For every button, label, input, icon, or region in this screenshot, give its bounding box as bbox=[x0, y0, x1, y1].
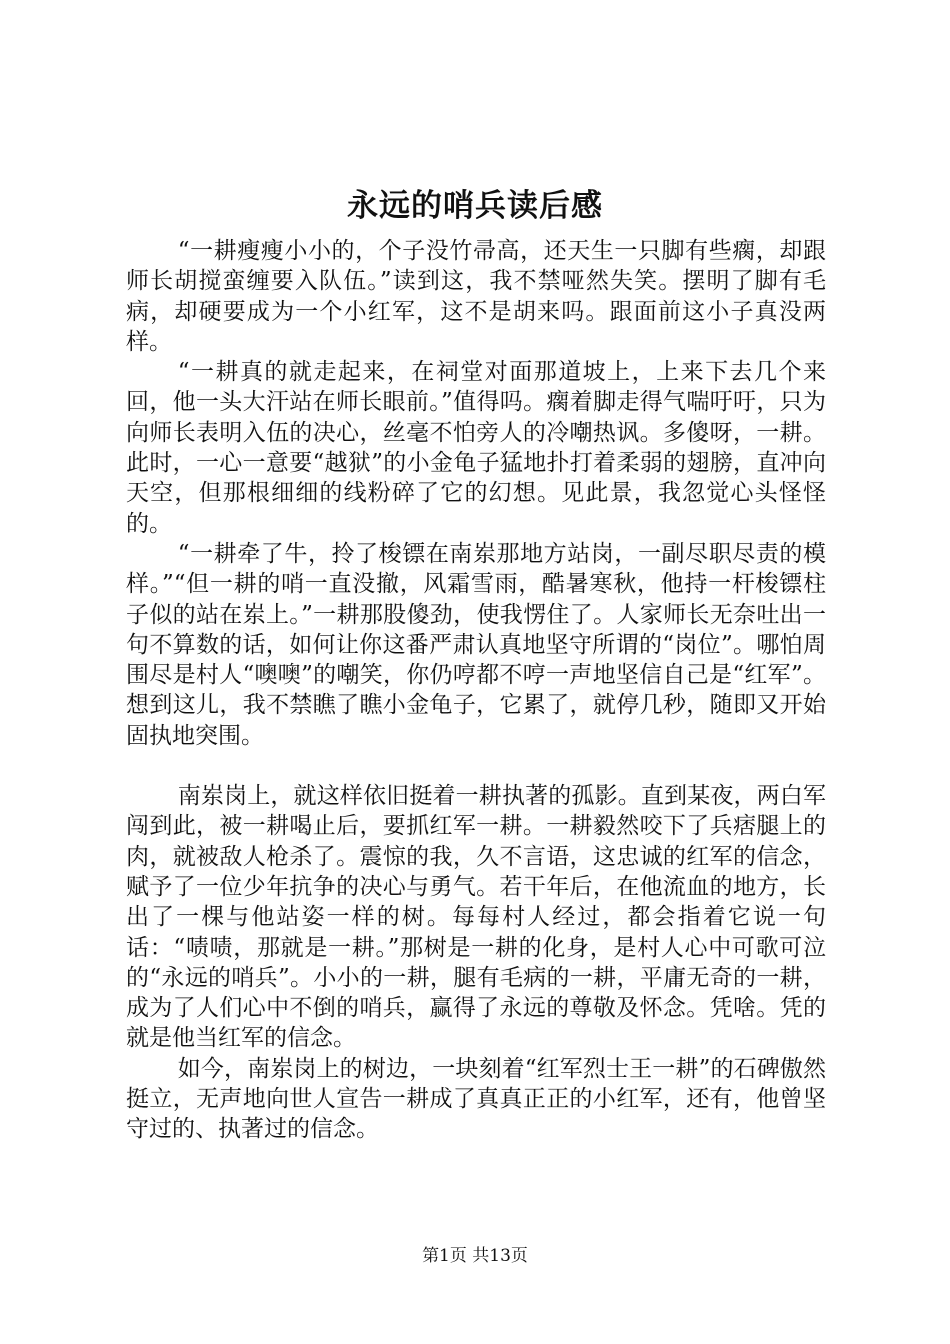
page-number-footer: 第1页 共13页 bbox=[422, 1246, 528, 1266]
paragraph-4: 南岽岗上，就这样依旧挺着一耕执著的孤影。直到某夜，两白军闯到此，被一耕喝止后，要抓红军一耕。一耕毅然咬下了兵痞腿上的肉，就被敌人枪杀了。震惊的我，久不言语，这忠诚的红军的信念，赋予了一位少年抗争的决心与勇气。若干年后，在他流血的地方，长出了一棵与他站姿一样的树。每每村人经过，都会指着它说一句话：“啧啧，那就是一耕。”那树是一耕的化身，是村人心中可歌可泣的“永远的哨兵”。小小的一耕，腿有毛病的一耕，平庸无奇的一耕，成为了人们心中不倒的哨兵，赢得了永远的尊敬及怀念。凭啥。凭的就是他当红军的信念。 bbox=[126, 783, 826, 1052]
document-title: 永远的哨兵读后感 bbox=[347, 188, 603, 224]
paragraph-3: “一耕牵了牛，拎了梭镖在南岽那地方站岗，一副尽职尽责的模样。”“但一耕的哨一直没撤，风霜雪雨，酷暑寒秋，他持一杆梭镖柱子似的站在岽上。”一耕那股傻劲，使我愣住了。人家师长无奈吐出一句不算数的话，如何让你这番严肃认真地坚守所谓的“岗位”。哪怕周围尽是村人“噢噢”的嘲笑，你仍哼都不哼一声地坚信自己是“红军”。想到这儿，我不禁瞧了瞧小金龟子，它累了，就停几秒，随即又开始固执地突围。 bbox=[126, 540, 826, 749]
document-body bbox=[126, 236, 826, 1145]
paragraph-2: “一耕真的就走起来，在祠堂对面那道坡上，上来下去几个来回，他一头大汗站在师长眼前。”值得吗。瘸着脚走得气喘吁吁，只为向师长表明入伍的决心，丝毫不怕旁人的冷嘲热讽。多傻呀，一耕。此时，一心一意要“越狱”的小金龟子猛地扑打着柔弱的翅膀，直冲向天空，但那根细细的线粉碎了它的幻想。见此景，我忽觉心头怪怪的。 bbox=[126, 359, 826, 537]
paragraph-5: 如今，南岽岗上的树边，一块刻着“红军烈士王一耕”的石碑傲然挺立，无声地向世人宣告一耕成了真真正正的小红军，还有，他曾坚守过的、执著过的信念。 bbox=[126, 1055, 826, 1143]
paragraph-1: “一耕瘦瘦小小的，个子没竹帚高，还天生一只脚有些瘸，却跟师长胡搅蛮缠要入队伍。”读到这，我不禁哑然失笑。摆明了脚有毛病，却硬要成为一个小红军，这不是胡来吗。跟面前这小子真没两样。 bbox=[126, 238, 826, 355]
